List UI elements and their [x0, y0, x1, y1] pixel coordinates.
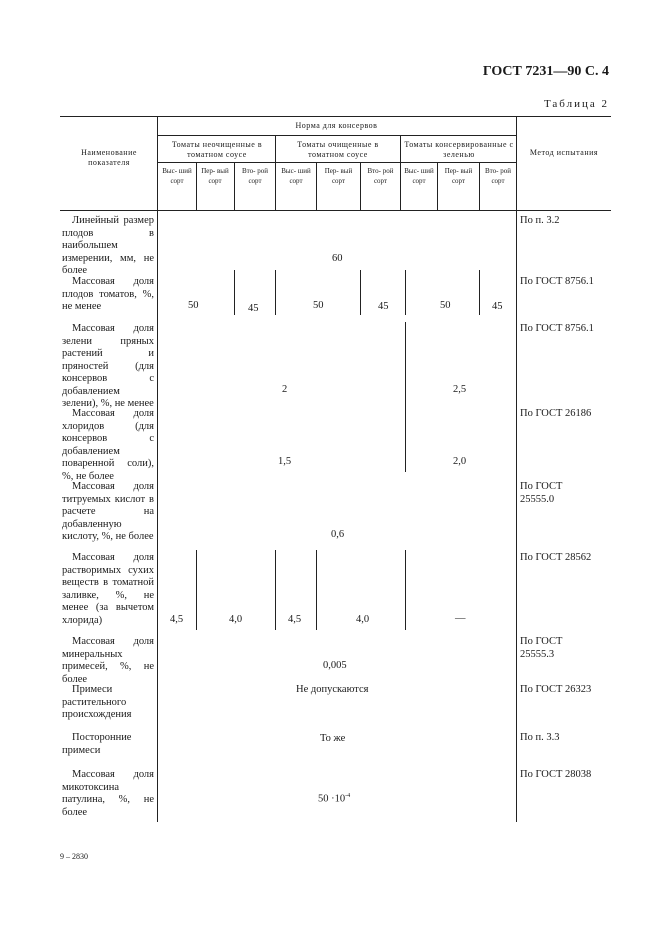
row-divider — [234, 270, 235, 315]
norm-header-rule — [157, 135, 516, 136]
row-divider — [316, 550, 317, 630]
row-label-fruit-fraction: Массовая доля плодов томатов, %, не менее — [62, 276, 154, 312]
row-label-plant-impurities: Примеси растительного происхождения — [62, 684, 132, 720]
row-label-acids: Массовая доля титруемых кислот в расчете на добавленную кислоту, %, не более — [62, 481, 154, 542]
body-divider-left — [157, 210, 158, 822]
value-cell: 0,005 — [323, 660, 347, 671]
value-cell: 0,6 — [331, 529, 345, 540]
value-cell: 2,0 — [453, 456, 467, 467]
value-cell: 45 — [492, 301, 503, 312]
method-cell: По ГОСТ 8756.1 — [520, 276, 594, 287]
grade-divider — [234, 162, 235, 210]
page-footer: 9 – 2830 — [60, 852, 88, 861]
grade-divider — [316, 162, 317, 210]
grade-label: Вто- рой сорт — [485, 167, 511, 185]
row-label-chlorides: Массовая доля хлоридов (для консервов с добавлением поваренной соли), %, не более — [62, 408, 154, 482]
row-divider — [196, 550, 197, 630]
row-divider — [479, 270, 480, 315]
value-cell: 45 — [378, 301, 389, 312]
value-cell: 4,5 — [170, 614, 184, 625]
header-bottom-rule — [60, 210, 611, 211]
grade-label: Пер- вый сорт — [324, 167, 353, 185]
row-label-foreign-impurities: Посторонние примеси — [62, 732, 132, 756]
value-cell: То же — [320, 733, 346, 744]
value-cell: 50 — [440, 300, 451, 311]
row-label-greens-fraction: Массовая доля зелени пряных растений и пряностей (для консервов с добавлением зелени), %, не менее — [62, 323, 154, 409]
method-cell: По ГОСТ 25555.0 — [520, 481, 563, 505]
row-divider — [360, 270, 361, 315]
grade-label: Вто- рой сорт — [367, 167, 394, 185]
row-label-soluble-solids: Массовая доля растворимых сухих веществ в томатной заливке, %, не менее (за вычетом хлорида) — [62, 552, 154, 626]
method-cell: По ГОСТ 26323 — [520, 684, 592, 695]
value-cell: 50 — [188, 300, 199, 311]
patulin-value: 50 ·10 — [318, 793, 346, 805]
value-cell: 4,5 — [288, 614, 302, 625]
row-divider — [275, 550, 276, 630]
method-cell: По п. 3.3 — [520, 732, 560, 743]
row-divider — [405, 322, 406, 472]
header-indicator-name: Наименование показателя — [81, 148, 137, 167]
value-cell: 60 — [332, 253, 343, 264]
value-cell: 1,5 — [278, 456, 292, 467]
group-label-peeled: Томаты очищенные в томатном соусе — [297, 140, 379, 159]
value-cell: Не допускаются — [296, 684, 369, 695]
method-cell: По ГОСТ 26186 — [520, 408, 592, 419]
table-caption: Таблица 2 — [543, 98, 609, 110]
value-cell: 45 — [248, 303, 259, 314]
group-label-unpeeled: Томаты неочищенные в томатном соусе — [171, 140, 263, 159]
header-method: Метод испытания — [529, 148, 599, 157]
method-cell: По ГОСТ 28038 — [520, 769, 592, 780]
group-divider — [400, 135, 401, 210]
table-top-rule — [60, 116, 611, 117]
patulin-exponent: -4 — [345, 793, 351, 799]
grade-label: Вто- рой сорт — [242, 167, 268, 185]
groups-rule — [157, 162, 516, 163]
col-divider-right — [516, 116, 517, 210]
grade-divider — [196, 162, 197, 210]
value-cell-patulin — [318, 793, 350, 805]
row-label-patulin: Массовая доля микотоксина патулина, %, не более — [62, 769, 154, 818]
row-label-linear-size: Линейный размер плодов в наибольшем измерении, мм, не более — [62, 215, 154, 276]
value-cell: 4,0 — [229, 614, 243, 625]
method-cell: По п. 3.2 — [520, 215, 560, 226]
grade-divider — [360, 162, 361, 210]
grade-label: Пер- вый сорт — [444, 167, 473, 185]
value-cell: — — [455, 613, 466, 624]
method-cell: По ГОСТ 28562 — [520, 552, 592, 563]
row-divider — [275, 270, 276, 315]
group-label-greens: Томаты консервированные с зеленью — [404, 140, 514, 159]
page-header: ГОСТ 7231—90 С. 4 — [482, 64, 609, 79]
header-norm: Норма для консервов — [295, 121, 378, 130]
value-cell: 2,5 — [453, 384, 467, 395]
body-divider-right — [516, 210, 517, 822]
value-cell: 50 — [313, 300, 324, 311]
grade-label: Пер- вый сорт — [201, 167, 229, 185]
grade-label: Выс- ший сорт — [162, 167, 192, 185]
grade-divider — [437, 162, 438, 210]
grade-label: Выс- ший сорт — [281, 167, 311, 185]
grade-divider — [479, 162, 480, 210]
grade-label: Выс- ший сорт — [404, 167, 434, 185]
value-cell: 2 — [282, 384, 288, 395]
value-cell: 4,0 — [356, 614, 370, 625]
method-cell: По ГОСТ 25555.3 — [520, 636, 563, 660]
row-divider — [405, 550, 406, 630]
row-divider — [405, 270, 406, 315]
method-cell: По ГОСТ 8756.1 — [520, 323, 594, 334]
row-label-mineral-impurities: Массовая доля минеральных примесей, %, не более — [62, 636, 154, 685]
group-divider — [275, 135, 276, 210]
